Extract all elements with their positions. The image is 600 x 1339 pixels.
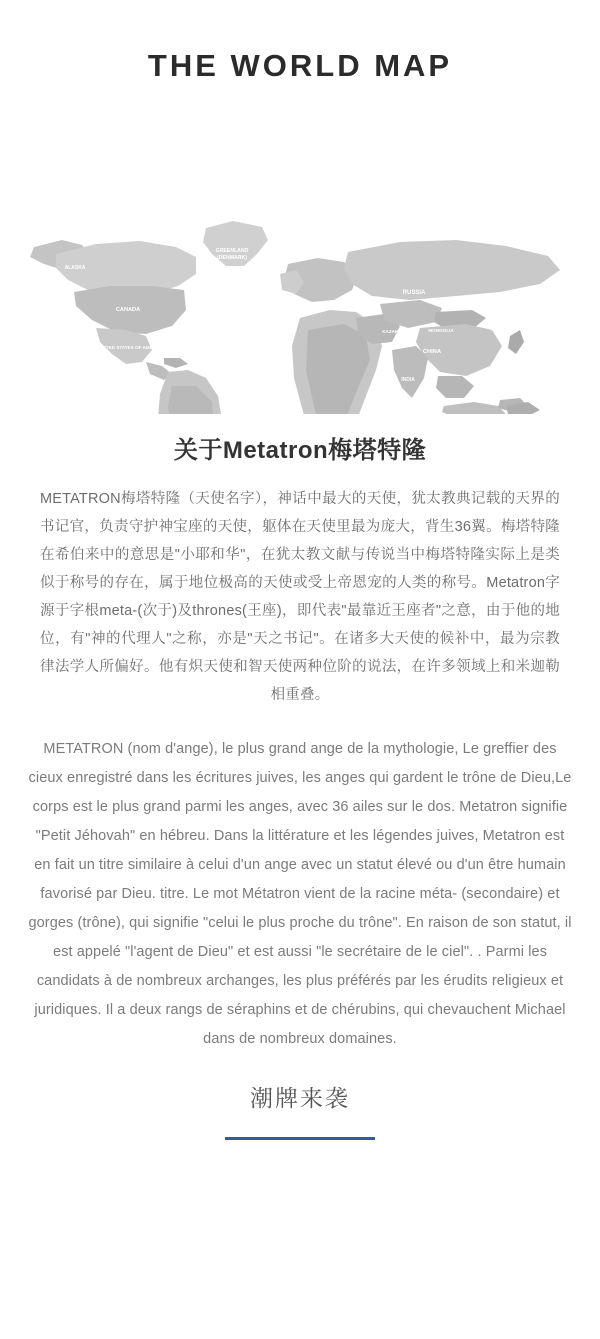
map-country-label: UNITED STATES OF AMERICA [97, 345, 165, 350]
map-country-label: KAZAKHSTAN [382, 329, 414, 334]
body-text-cn: METATRON梅塔特隆（天使名字），神话中最大的天使，犹太教典记载的天界的书记官，负责守护神宝座的天使，躯体在天使里最为庞大，背生36翼。梅塔特隆在希伯来中的意思是"小耶和华"，在犹太教文献与传说当中梅塔特隆实际上是类似于称号的存在，属于地位极高的天使或受上帝恩宠的人类的称号。Metatron字源于字根meta-(次于)及thrones(王座)，即代表"最靠近王座者"之意，由于他的地位，有"神的代理人"之称，亦是"天之书记"。在诸多大天使的候补中，最为宗教律法学人所偏好。他有炽天使和智天使两种位阶的说法，在许多领域上和米迦勒相重叠。 [40, 490, 560, 703]
map-country-label: INDIA [401, 377, 415, 383]
footer-slogan: 潮牌来袭 [250, 1084, 350, 1111]
map-country-label: (DENMARK) [217, 255, 247, 261]
map-country-label: ALASKA [64, 265, 86, 271]
map-country-label: MEXICO [114, 379, 134, 384]
map-landmasses [30, 221, 566, 414]
body-text-fr: METATRON (nom d'ange), le plus grand ange de la mythologie, Le greffier des cieux enregistré dans les écritures juives, les anges qui gardent le trône de Dieu,Le corps est le plus grand parmi les anges, avec 36 ailes sur le dos. Metatron signifie "Petit Jéhovah" en hébreu. Dans la littérature et les légendes juives, Metatron est en fait un titre similaire à celui d'un ange avec un statut élevé ou d'un être humain favorisé par Dieu. titre. Le mot Métatron vient de la racine méta- (secondaire) et gorges (trône), qui signifie "celui le plus proche du trône". En raison de son statut, il est appelé "l'agent de Dieu" et est aussi "le secrétaire de le ciel". . Parmi les candidats à de nombreux archanges, les plus préférés par les érudits religieux et juridiques. Il a deux rangs de séraphins et de chérubins, qui chevauchent Michael dans de nombreux domaines. [28, 740, 572, 1047]
page-title: THE WORLD MAP [147, 48, 453, 83]
map-country-label: CANADA [115, 307, 141, 313]
footer-divider [225, 1137, 375, 1140]
map-country-label: RUSSIA [402, 290, 426, 296]
section-heading-cn: 关于Metatron梅塔特隆 [173, 437, 427, 464]
world-map [0, 114, 600, 414]
map-country-label: CHINA [422, 349, 442, 355]
world-map-svg [0, 114, 600, 414]
map-country-label: GREENLAND [215, 248, 249, 254]
poster-page [0, 48, 600, 1339]
map-country-label: MONGOLIA [428, 328, 454, 333]
